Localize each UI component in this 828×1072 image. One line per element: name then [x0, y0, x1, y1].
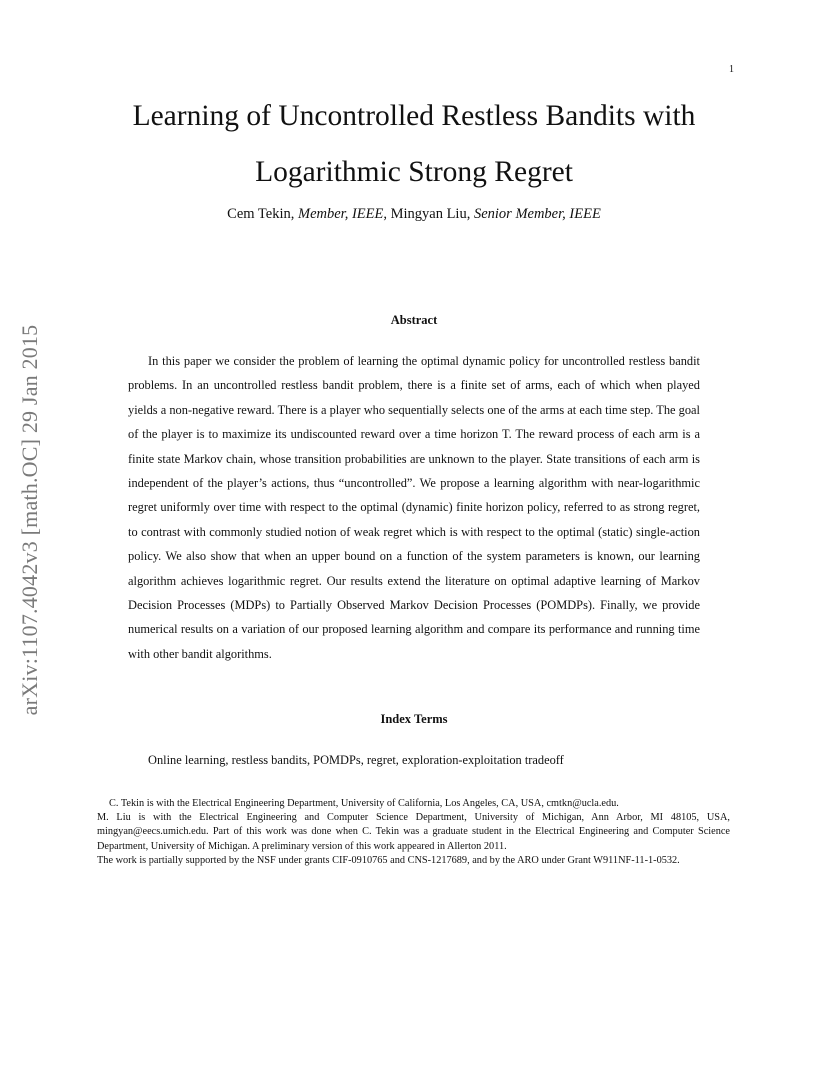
- author-affiliation-1: Member, IEEE: [297, 206, 384, 222]
- abstract-body: In this paper we consider the problem of learning the optimal dynamic policy for uncontrolled restless bandit problems. In an uncontrolled restless bandit problem, there is a finite set of arms, each of which when played yields a non-negative reward. There is a player who sequentially selects one of the arms at each time step. The goal of the player is to maximize its undiscounted reward over a time horizon T. The reward process of each arm is a finite state Markov chain, whose transition probabilities are unknown to the player. State transitions of each arm is independent of the player’s actions, thus “uncontrolled”. We propose a learning algorithm with near-logarithmic regret uniformly over time with respect to the optimal (dynamic) finite horizon policy, referred to as strong regret, to contrast with commonly studied notion of weak regret which is with respect to the optimal (static) single-action policy. We also show that when an upper bound on a function of the system parameters is known, our learning algorithm achieves logarithmic regret. Our results extend the literature on optimal adaptive learning of Markov Decision Processes (MDPs) to Partially Observed Markov Decision Processes (POMDPs). Finally, we provide numerical results on a variation of our proposed learning algorithm and compare its performance and running time with other bandit algorithms.: [128, 354, 700, 661]
- footnote-tekin: C. Tekin is with the Electrical Engineering Department, University of California, Los Angeles, CA, USA, cmtkn@ucla.edu.: [109, 798, 619, 809]
- paper-title: Learning of Uncontrolled Restless Bandits with Logarithmic Strong Regret: [132, 100, 696, 188]
- footnotes: [97, 797, 730, 868]
- author-affiliation-2: Senior Member, IEEE: [473, 206, 601, 222]
- author-line: Cem Tekin, Member, IEEE, Mingyan Liu, Senior Member, IEEE: [227, 206, 601, 222]
- footnote-liu: M. Liu is with the Electrical Engineering and Computer Science Department, University of Michigan, Ann Arbor, MI 48105, USA, mingyan@eecs.umich.edu. Part of this work was done when C. Tekin was a graduate student in the Electrical Engineering and Computer Science Department, University of Michigan. A preliminary version of this work appeared in Allerton 2011.: [97, 812, 730, 852]
- author-name-2: Mingyan Liu: [390, 206, 467, 222]
- index-terms-body: Online learning, restless bandits, POMDPs, regret, exploration-exploitation tradeoff: [148, 753, 564, 767]
- page-number: 1: [729, 64, 734, 75]
- author-name-1: Cem Tekin: [227, 206, 291, 222]
- abstract-heading: Abstract: [390, 313, 438, 327]
- index-terms-heading: Index Terms: [380, 712, 448, 726]
- arxiv-identifier-stamp: arXiv:1107.4042v3 [math.OC] 29 Jan 2015: [17, 324, 42, 716]
- footnote-funding: The work is partially supported by the NSF under grants CIF-0910765 and CNS-1217689, and by the ARO under Grant W911NF-11-1-0532.: [97, 854, 680, 866]
